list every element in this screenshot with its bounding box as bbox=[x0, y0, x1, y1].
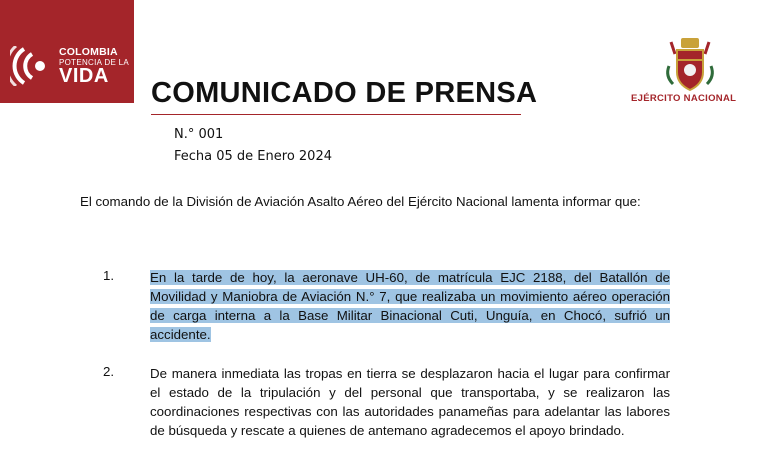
list-item-text bbox=[150, 268, 670, 344]
communique-date: Fecha 05 de Enero 2024 bbox=[174, 149, 332, 164]
logo-line-1: COLOMBIA bbox=[59, 46, 118, 58]
intro-paragraph: El comando de la División de Aviación Asalto Aéreo del Ejército Nacional lamenta informar que: bbox=[80, 194, 641, 209]
page-title: COMUNICADO DE PRENSA bbox=[151, 77, 538, 109]
list-item-text: De manera inmediata las tropas en tierra se desplazaron hacia el lugar para confirmar el estado de la tripulación y del personal que transportaba, y se realizaron las coordinaciones respectivas con las autoridades panameñas para adelantar las labores de búsqueda y rescate a quienes de antemano agradecemos el apoyo brindado. bbox=[150, 366, 670, 438]
army-crest-icon bbox=[663, 36, 717, 92]
logo-line-2: POTENCIA DE LA bbox=[59, 58, 129, 67]
colombia-potencia-de-la-vida-logo bbox=[0, 0, 134, 103]
list-item-number: 2. bbox=[103, 364, 115, 379]
radio-waves-icon bbox=[10, 46, 54, 86]
logo-line-3: VIDA bbox=[59, 65, 109, 87]
list-item-number: 1. bbox=[103, 268, 115, 283]
title-divider bbox=[151, 114, 521, 115]
crest-label: EJÉRCITO NACIONAL bbox=[631, 93, 737, 104]
communique-number: N.° 001 bbox=[174, 127, 224, 142]
highlighted-text: En la tarde de hoy, la aeronave UH-60, de matrícula EJC 2188, del Batallón de Movilidad y Maniobra de Aviación N.° 7, que realizaba un movimiento aéreo operación de carga interna a la Base Militar Binacional Cuti, Unguía, en Chocó, sufrió un accidente. bbox=[150, 270, 670, 342]
